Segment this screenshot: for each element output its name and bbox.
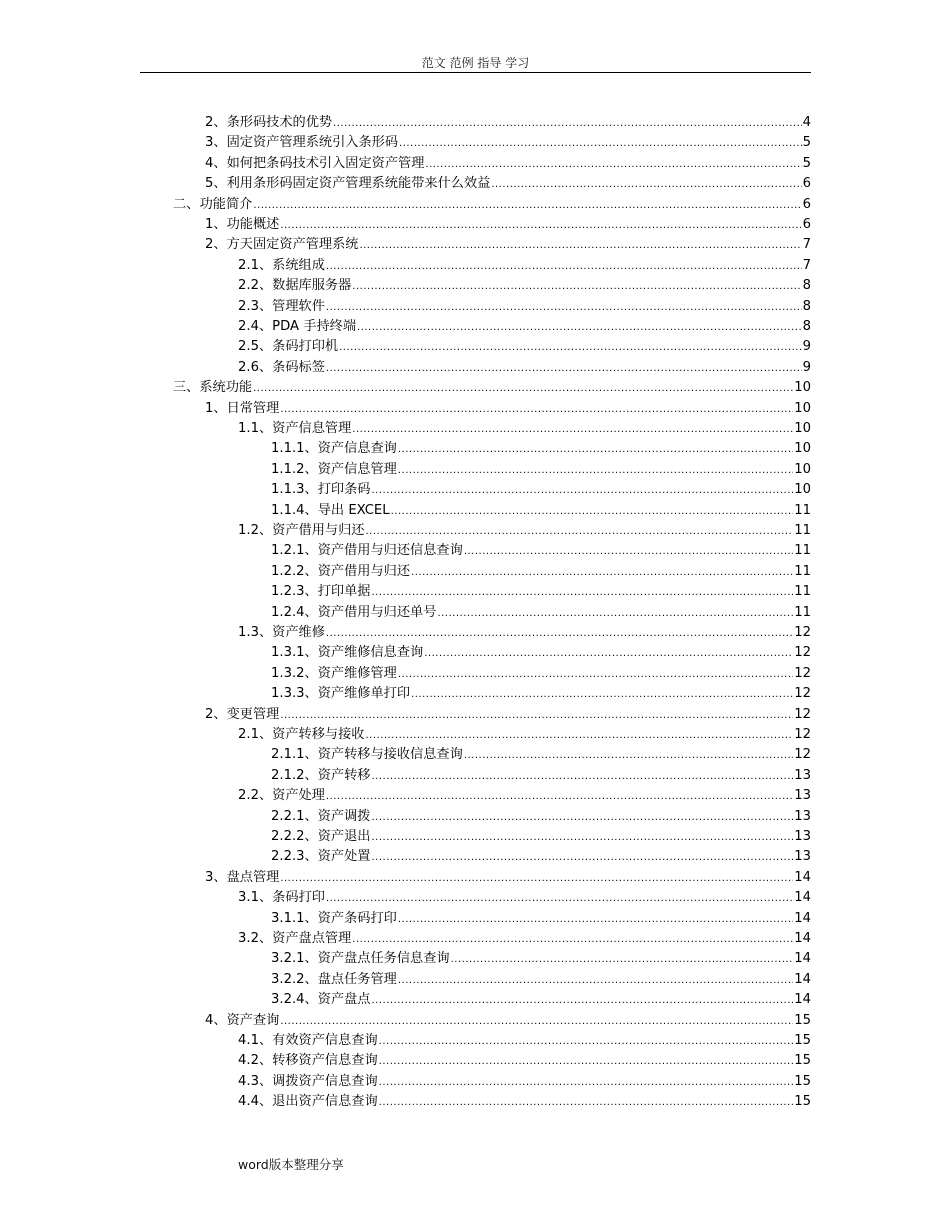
toc-entry-title: 盘点管理 (226, 869, 280, 885)
toc-entry-page-number: 6 (802, 176, 811, 192)
toc-entry[interactable] (238, 888, 811, 908)
toc-entry-number: 2.2、 (238, 788, 273, 804)
toc-entry-number: 1.2.2、 (271, 563, 318, 579)
toc-dot-leader (379, 1093, 794, 1113)
toc-entry-number: 1.2.1、 (271, 543, 318, 559)
toc-entry-title: 资产查询 (226, 1012, 280, 1028)
toc-entry-page-number: 15 (794, 1012, 811, 1028)
toc-entry-number: 3.2.1、 (271, 951, 318, 967)
toc-entry-number: 2.2.2、 (271, 829, 318, 844)
toc-entry[interactable] (238, 419, 811, 439)
toc-entry-title: 调拨资产信息查询 (272, 1073, 378, 1089)
toc-entry-number: 4、 (205, 1012, 227, 1028)
toc-entry[interactable] (205, 1011, 811, 1031)
toc-entry-page-number: 8 (802, 298, 811, 314)
toc-dot-leader (326, 298, 802, 318)
toc-entry-page-number: 12 (794, 625, 811, 640)
toc-entry-title: 资产退出 (317, 829, 371, 844)
toc-entry-page-number: 11 (794, 543, 811, 559)
toc-dot-leader (280, 706, 793, 726)
toc-entry-number: 1.3.1、 (271, 645, 318, 661)
toc-dot-leader (352, 930, 793, 950)
toc-dot-leader (253, 379, 793, 399)
toc-entry[interactable] (205, 154, 811, 174)
toc-entry-page-number: 15 (794, 1033, 811, 1048)
toc-entry-page-number: 12 (794, 747, 811, 763)
toc-entry-number: 二、 (173, 196, 200, 212)
toc-entry-page-number: 13 (794, 849, 811, 865)
toc-dot-leader (398, 440, 793, 460)
toc-entry-number: 2.4、 (238, 319, 273, 334)
toc-entry-number: 5、 (205, 176, 227, 192)
toc-entry-page-number: 6 (802, 217, 811, 232)
toc-entry-title: 变更管理 (226, 706, 280, 722)
toc-dot-leader (280, 216, 801, 236)
toc-entry-number: 4.4、 (238, 1094, 273, 1110)
toc-entry-title: 方天固定资产管理系统 (226, 237, 359, 253)
toc-entry[interactable] (238, 337, 811, 357)
toc-entry-number: 三、 (173, 380, 200, 396)
toc-entry-title: 管理软件 (272, 298, 325, 314)
toc-entry[interactable] (205, 235, 811, 255)
toc-entry[interactable] (271, 439, 811, 459)
toc-entry-number: 2.3、 (238, 298, 273, 314)
toc-entry-page-number: 10 (794, 461, 811, 477)
toc-entry-title: 盘点任务管理 (317, 971, 397, 987)
toc-entry-title: 资产转移与接收信息查询 (317, 747, 463, 763)
toc-dot-leader (391, 502, 794, 522)
toc-entry-title: 条形码技术的优势 (226, 115, 333, 130)
toc-entry[interactable] (205, 705, 811, 725)
toc-entry-page-number: 14 (794, 890, 811, 906)
toc-entry[interactable] (271, 990, 811, 1010)
toc-entry-title: 资产盘点 (317, 992, 371, 1008)
toc-entry-title: 如何把条码技术引入固定资产管理 (226, 155, 425, 171)
toc-entry-title: 资产处理 (272, 788, 325, 804)
toc-entry[interactable] (238, 1051, 811, 1071)
toc-entry-page-number: 11 (794, 584, 811, 600)
toc-dot-leader (365, 726, 793, 746)
toc-entry-number: 2、 (205, 115, 227, 130)
toc-entry-page-number: 14 (794, 869, 811, 885)
toc-entry-number: 3、 (205, 135, 227, 151)
toc-entry-title: 利用条形码固定资产管理系统能带来什么效益 (226, 176, 491, 192)
toc-entry-title: 条码打印 (272, 890, 325, 906)
toc-entry-page-number: 7 (802, 257, 811, 273)
toc-entry-number: 2.5、 (238, 339, 273, 355)
toc-dot-leader (326, 624, 793, 644)
toc-entry[interactable] (271, 949, 811, 969)
toc-entry-number: 1.2、 (238, 523, 273, 538)
toc-entry-number: 3.2、 (238, 931, 273, 946)
toc-entry-title: 资产调拨 (317, 808, 371, 824)
toc-entry-number: 3.2.4、 (271, 992, 318, 1008)
toc-entry-page-number: 15 (794, 1073, 811, 1089)
toc-entry[interactable] (238, 623, 811, 643)
toc-entry[interactable] (238, 317, 811, 337)
toc-entry[interactable] (271, 745, 811, 765)
toc-dot-leader (379, 1073, 794, 1093)
toc-entry-number: 1、 (205, 400, 227, 416)
toc-entry-title: 系统组成 (272, 257, 325, 273)
toc-entry-page-number: 9 (802, 359, 811, 375)
toc-dot-leader (372, 583, 794, 603)
toc-entry-title: 转移资产信息查询 (272, 1053, 378, 1069)
toc-dot-leader (333, 114, 802, 134)
toc-entry-title: 退出资产信息查询 (272, 1094, 378, 1110)
toc-dot-leader (372, 848, 794, 868)
toc-entry-title: 资产盘点管理 (272, 931, 352, 946)
toc-entry[interactable] (271, 541, 811, 561)
toc-entry[interactable] (238, 358, 811, 378)
toc-dot-leader (398, 461, 793, 481)
toc-entry[interactable] (271, 766, 811, 786)
toc-dot-leader (280, 1012, 793, 1032)
toc-entry-page-number: 10 (794, 482, 811, 498)
toc-entry[interactable] (271, 909, 811, 929)
toc-entry-page-number: 12 (794, 706, 811, 722)
toc-entry[interactable] (205, 868, 811, 888)
toc-entry[interactable] (271, 684, 811, 704)
toc-entry-title: 资产借用与归还 (272, 523, 365, 538)
toc-entry-title: 数据库服务器 (272, 278, 352, 294)
toc-entry-page-number: 5 (802, 155, 811, 171)
toc-dot-leader (326, 889, 793, 909)
toc-entry[interactable] (238, 1031, 811, 1051)
toc-entry-title: 日常管理 (226, 400, 280, 416)
toc-entry-title: 资产转移 (317, 767, 371, 783)
toc-entry-page-number: 15 (794, 1094, 811, 1110)
toc-entry-number: 1.1.1、 (271, 441, 318, 457)
page-footer: word版本整理分享 (238, 1157, 344, 1172)
toc-entry-title: 条码标签 (272, 359, 325, 375)
toc-entry-number: 2.1.1、 (271, 747, 318, 763)
toc-dot-leader (357, 318, 802, 338)
toc-entry[interactable] (271, 603, 811, 623)
toc-dot-leader (464, 746, 793, 766)
toc-entry[interactable] (173, 195, 811, 215)
toc-entry-page-number: 12 (794, 645, 811, 661)
toc-entry-number: 1.1.2、 (271, 461, 318, 477)
toc-entry-number: 2.2、 (238, 278, 273, 294)
toc-entry-number: 1.3.3、 (271, 686, 318, 702)
toc-dot-leader (372, 991, 794, 1011)
toc-entry[interactable] (205, 215, 811, 235)
toc-dot-leader (352, 277, 801, 297)
toc-entry[interactable] (271, 582, 811, 602)
toc-entry-title: 资产维修信息查询 (317, 645, 424, 661)
toc-dot-leader (464, 542, 793, 562)
toc-entry-title: 资产维修 (272, 625, 325, 640)
toc-dot-leader (398, 971, 793, 991)
toc-entry-page-number: 10 (794, 380, 811, 396)
toc-entry-number: 1.3.2、 (271, 665, 318, 681)
page-header: 范文 范例 指导 学习 (421, 56, 530, 70)
toc-entry-page-number: 8 (802, 278, 811, 294)
toc-entry-title: 资产维修管理 (317, 665, 397, 681)
toc-dot-leader (326, 257, 802, 277)
toc-entry-page-number: 13 (794, 808, 811, 824)
toc-entry-number: 1.3、 (238, 625, 273, 640)
toc-entry-number: 4.1、 (238, 1033, 273, 1048)
toc-dot-leader (379, 1052, 794, 1072)
toc-entry-page-number: 14 (794, 992, 811, 1008)
toc-entry-title: 资产借用与归还 (317, 563, 411, 579)
toc-dot-leader (411, 685, 793, 705)
toc-entry-title: 资产信息查询 (317, 441, 397, 457)
toc-dot-leader (491, 175, 801, 195)
toc-entry-page-number: 14 (794, 910, 811, 926)
toc-entry-number: 4、 (205, 155, 227, 171)
toc-entry-number: 4.2、 (238, 1053, 273, 1069)
toc-entry-title: 条码打印机 (272, 339, 339, 355)
toc-entry-page-number: 11 (794, 502, 811, 518)
toc-dot-leader (359, 236, 801, 256)
toc-entry-number: 1、 (205, 217, 227, 232)
toc-entry-title: 资产借用与归还单号 (317, 604, 437, 620)
toc-dot-leader (326, 787, 793, 807)
toc-dot-leader (411, 563, 793, 583)
toc-entry-number: 1.1.4、 (271, 502, 318, 518)
toc-entry-title: 资产条码打印 (317, 910, 397, 926)
toc-entry-page-number: 13 (794, 788, 811, 804)
toc-entry-page-number: 12 (794, 727, 811, 742)
toc-entry-page-number: 13 (794, 829, 811, 844)
toc-entry-page-number: 14 (794, 931, 811, 946)
toc-entry[interactable] (271, 460, 811, 480)
toc-entry-page-number: 14 (794, 971, 811, 987)
toc-entry[interactable] (205, 113, 811, 133)
toc-entry-page-number: 10 (794, 421, 811, 436)
toc-entry-page-number: 6 (802, 196, 811, 212)
toc-entry-title: 打印单据 (317, 584, 371, 600)
toc-entry[interactable] (238, 276, 811, 296)
toc-entry-page-number: 4 (802, 115, 811, 130)
toc-dot-leader (339, 338, 802, 358)
toc-entry[interactable] (238, 1072, 811, 1092)
toc-dot-leader (372, 767, 794, 787)
toc-dot-leader (372, 808, 794, 828)
toc-entry[interactable] (271, 827, 811, 847)
toc-entry-number: 3.2.2、 (271, 971, 318, 987)
toc-entry-title: 功能简介 (199, 196, 253, 212)
toc-entry-number: 3.1、 (238, 890, 273, 906)
header-rule (140, 72, 811, 73)
toc-entry-title: 资产转移与接收 (272, 727, 365, 742)
toc-entry[interactable] (271, 480, 811, 500)
toc-entry-number: 2.1、 (238, 257, 273, 273)
toc-entry-title: 资产盘点任务信息查询 (317, 951, 450, 967)
toc-entry-title: 导出 EXCEL (317, 502, 390, 518)
toc-entry[interactable] (271, 501, 811, 521)
toc-entry-title: 资产维修单打印 (317, 686, 411, 702)
toc-entry-number: 3、 (205, 869, 227, 885)
toc-entry-title: 功能概述 (226, 217, 280, 232)
toc-entry-page-number: 8 (802, 319, 811, 334)
toc-entry-title: 固定资产管理系统引入条形码 (226, 135, 399, 151)
toc-entry-number: 2.1、 (238, 727, 273, 742)
toc-entry-page-number: 12 (794, 686, 811, 702)
toc-entry[interactable] (205, 133, 811, 153)
toc-entry-title: 资产借用与归还信息查询 (317, 543, 463, 559)
toc-dot-leader (326, 359, 802, 379)
toc-entry-page-number: 11 (794, 563, 811, 579)
toc-entry-number: 2.1.2、 (271, 767, 318, 783)
toc-dot-leader (379, 1032, 794, 1052)
toc-dot-leader (424, 644, 793, 664)
toc-entry-page-number: 12 (794, 665, 811, 681)
toc-dot-leader (352, 420, 793, 440)
toc-dot-leader (437, 604, 793, 624)
toc-entry-title: 资产信息管理 (317, 461, 397, 477)
toc-entry-number: 2.2.1、 (271, 808, 318, 824)
toc-dot-leader (451, 950, 794, 970)
toc-dot-leader (425, 155, 801, 175)
toc-entry-title: 资产信息管理 (272, 421, 352, 436)
toc-entry[interactable] (238, 256, 811, 276)
toc-entry-number: 1.1.3、 (271, 482, 318, 498)
toc-entry-page-number: 13 (794, 767, 811, 783)
toc-entry-title: PDA 手持终端 (272, 319, 357, 334)
toc-dot-leader (372, 828, 794, 848)
toc-dot-leader (372, 481, 794, 501)
toc-entry-page-number: 9 (802, 339, 811, 355)
toc-entry[interactable] (238, 1092, 811, 1112)
toc-entry[interactable] (271, 970, 811, 990)
toc-dot-leader (280, 869, 793, 889)
toc-dot-leader (253, 196, 801, 216)
toc-entry[interactable] (173, 378, 811, 398)
toc-entry[interactable] (205, 174, 811, 194)
toc-entry-title: 系统功能 (199, 380, 253, 396)
toc-dot-leader (399, 134, 802, 154)
toc-entry[interactable] (271, 664, 811, 684)
toc-entry[interactable] (238, 786, 811, 806)
toc-entry[interactable] (238, 297, 811, 317)
toc-entry-number: 1.1、 (238, 421, 273, 436)
toc-entry-number: 1.2.4、 (271, 604, 318, 620)
toc-entry-number: 1.2.3、 (271, 584, 318, 600)
toc-entry-page-number: 10 (794, 400, 811, 416)
toc-entry-page-number: 7 (802, 237, 811, 253)
toc-entry[interactable] (238, 929, 811, 949)
toc-entry-page-number: 15 (794, 1053, 811, 1069)
toc-dot-leader (398, 665, 793, 685)
toc-entry[interactable] (205, 399, 811, 419)
toc-entry-number: 3.1.1、 (271, 910, 318, 926)
toc-entry-title: 有效资产信息查询 (272, 1033, 378, 1048)
toc-entry-title: 打印条码 (317, 482, 371, 498)
toc-entry-page-number: 10 (794, 441, 811, 457)
toc-entry[interactable] (271, 562, 811, 582)
toc-entry-title: 资产处置 (317, 849, 371, 865)
toc-entry[interactable] (238, 521, 811, 541)
toc-entry-page-number: 14 (794, 951, 811, 967)
toc-entry-number: 4.3、 (238, 1073, 273, 1089)
toc-entry-number: 2、 (205, 237, 227, 253)
toc-entry[interactable] (271, 807, 811, 827)
toc-entry-number: 2.2.3、 (271, 849, 318, 865)
toc-entry[interactable] (238, 725, 811, 745)
toc-entry[interactable] (271, 847, 811, 867)
toc-dot-leader (365, 522, 793, 542)
toc-dot-leader (280, 400, 793, 420)
toc-entry-page-number: 5 (802, 135, 811, 151)
toc-dot-leader (398, 910, 793, 930)
toc-entry-number: 2、 (205, 706, 227, 722)
toc-entry-page-number: 11 (794, 523, 811, 538)
toc-entry-page-number: 11 (794, 604, 811, 620)
toc-entry-number: 2.6、 (238, 359, 273, 375)
toc-entry[interactable] (271, 643, 811, 663)
